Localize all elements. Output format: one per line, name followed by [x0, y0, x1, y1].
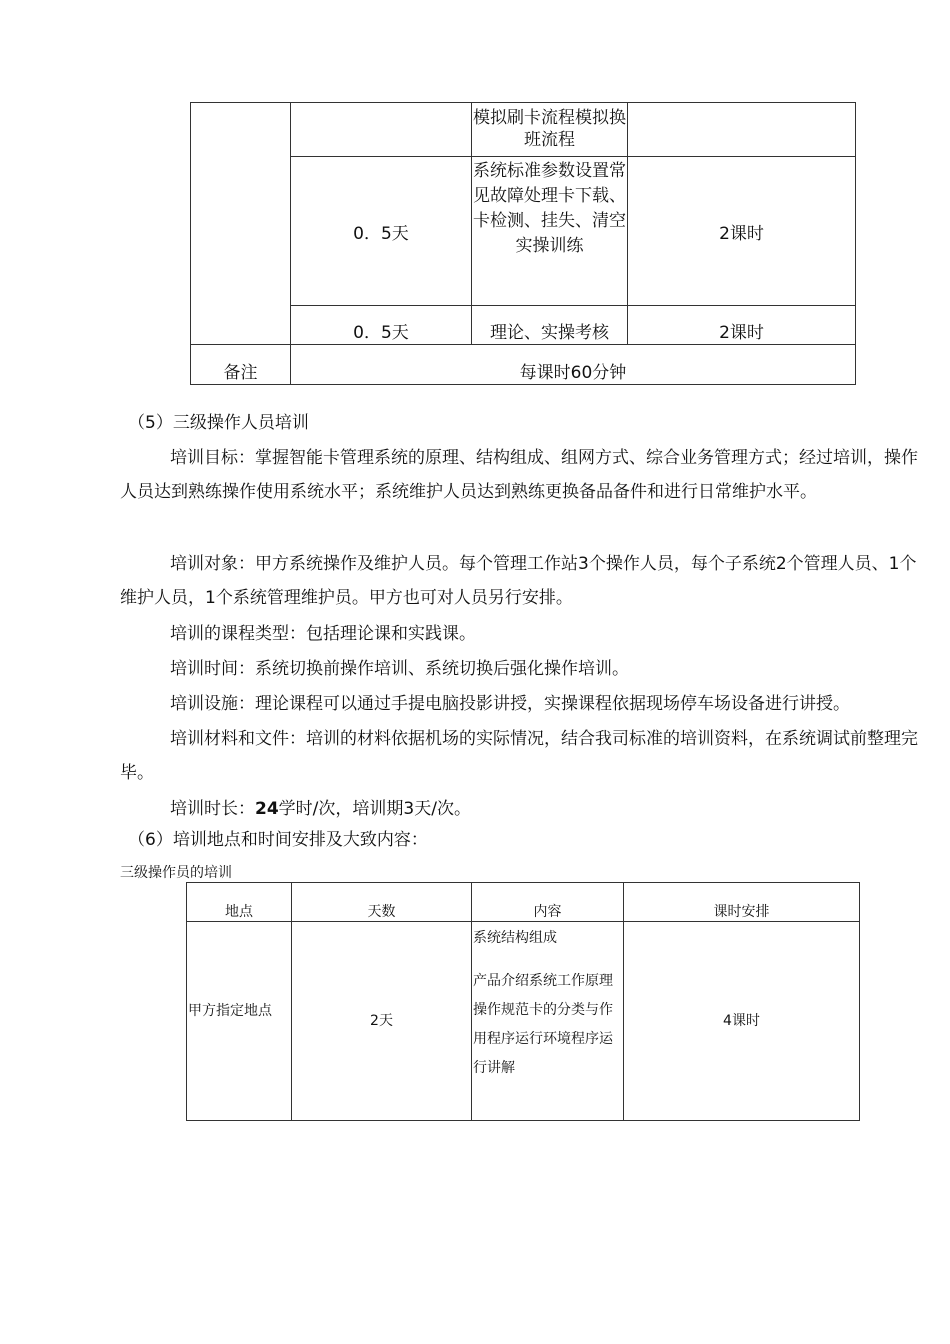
training-materials-paragraph: 培训材料和文件：培训的材料依据机场的实际情况，结合我司标准的培训资料，在系统调试前整理完毕。	[120, 729, 918, 783]
hours-text: 2课时	[719, 224, 764, 244]
hours-cell	[628, 306, 856, 345]
days-text: 0．5天	[353, 224, 409, 244]
hours-cell	[624, 922, 860, 1121]
hours-text: 4课时	[723, 1013, 760, 1029]
content-cell	[472, 103, 628, 157]
days-cell-empty	[291, 103, 472, 157]
days-cell	[292, 922, 472, 1121]
course-type-paragraph: 培训的课程类型：包括理论课和实践课。	[170, 624, 476, 644]
remarks-label-cell	[191, 345, 291, 385]
location-text: 甲方指定地点	[188, 1003, 272, 1019]
duration-prefix: 培训时长：	[170, 799, 255, 819]
training-facility-paragraph: 培训设施：理论课程可以通过手提电脑投影讲授，实操课程依据现场停车场设备进行讲授。	[170, 694, 850, 714]
content-line2: 产品介绍系统工作原理操作规范卡的分类与作用程序运行环境程序运行讲解	[473, 973, 613, 1076]
training-time-paragraph: 培训时间：系统切换前操作培训、系统切换后强化操作培训。	[170, 659, 629, 679]
location-cell	[187, 922, 292, 1121]
remarks-label: 备注	[223, 363, 258, 383]
table-caption: 三级操作员的培训	[120, 865, 232, 881]
content-text: 系统标准参数设置常见故障处理卡下载、卡检测、挂失、清空实操训练	[473, 161, 626, 256]
hours-cell	[628, 157, 856, 306]
remarks-value: 每课时60分钟	[519, 363, 627, 383]
section5-heading: （5）三级操作人员培训	[128, 413, 309, 433]
days-text: 2天	[370, 1013, 393, 1029]
operator-training-table	[186, 882, 860, 1121]
training-goal-paragraph: 培训目标：掌握智能卡管理系统的原理、结构组成、组网方式、综合业务管理方式；经过培训，操作人员达到熟练操作使用系统水平；系统维护人员达到熟练更换备品备件和进行日常维护水平。	[120, 448, 918, 502]
days-text: 0．5天	[353, 323, 409, 343]
days-cell	[291, 157, 472, 306]
training-duration-paragraph	[120, 792, 920, 826]
training-audience-paragraph: 培训对象：甲方系统操作及维护人员。每个管理工作站3个操作人员，每个子系统2个管理人员、1个维护人员，1个系统管理维护员。甲方也可对人员另行安排。	[120, 554, 917, 608]
content-text: 模拟刷卡流程模拟换班流程	[473, 108, 626, 150]
days-cell	[291, 306, 472, 345]
content-cell	[472, 922, 624, 1121]
remarks-value-cell	[291, 345, 856, 385]
location-cell-empty	[191, 103, 291, 345]
section6-heading: （6）培训地点和时间安排及大致内容：	[128, 830, 428, 850]
header-hours: 课时安排	[624, 883, 860, 922]
hours-text: 2课时	[719, 323, 764, 343]
header-days: 天数	[292, 883, 472, 922]
content-cell	[472, 306, 628, 345]
content-text: 理论、实操考核	[490, 323, 609, 343]
training-schedule-table-continued	[190, 102, 856, 385]
header-location: 地点	[187, 883, 292, 922]
duration-suffix: 学时/次，培训期3天/次。	[278, 799, 471, 819]
hours-cell-empty	[628, 103, 856, 157]
content-line1: 系统结构组成	[473, 930, 557, 946]
content-cell	[472, 157, 628, 306]
duration-hours: 24	[255, 799, 279, 819]
header-content: 内容	[472, 883, 624, 922]
